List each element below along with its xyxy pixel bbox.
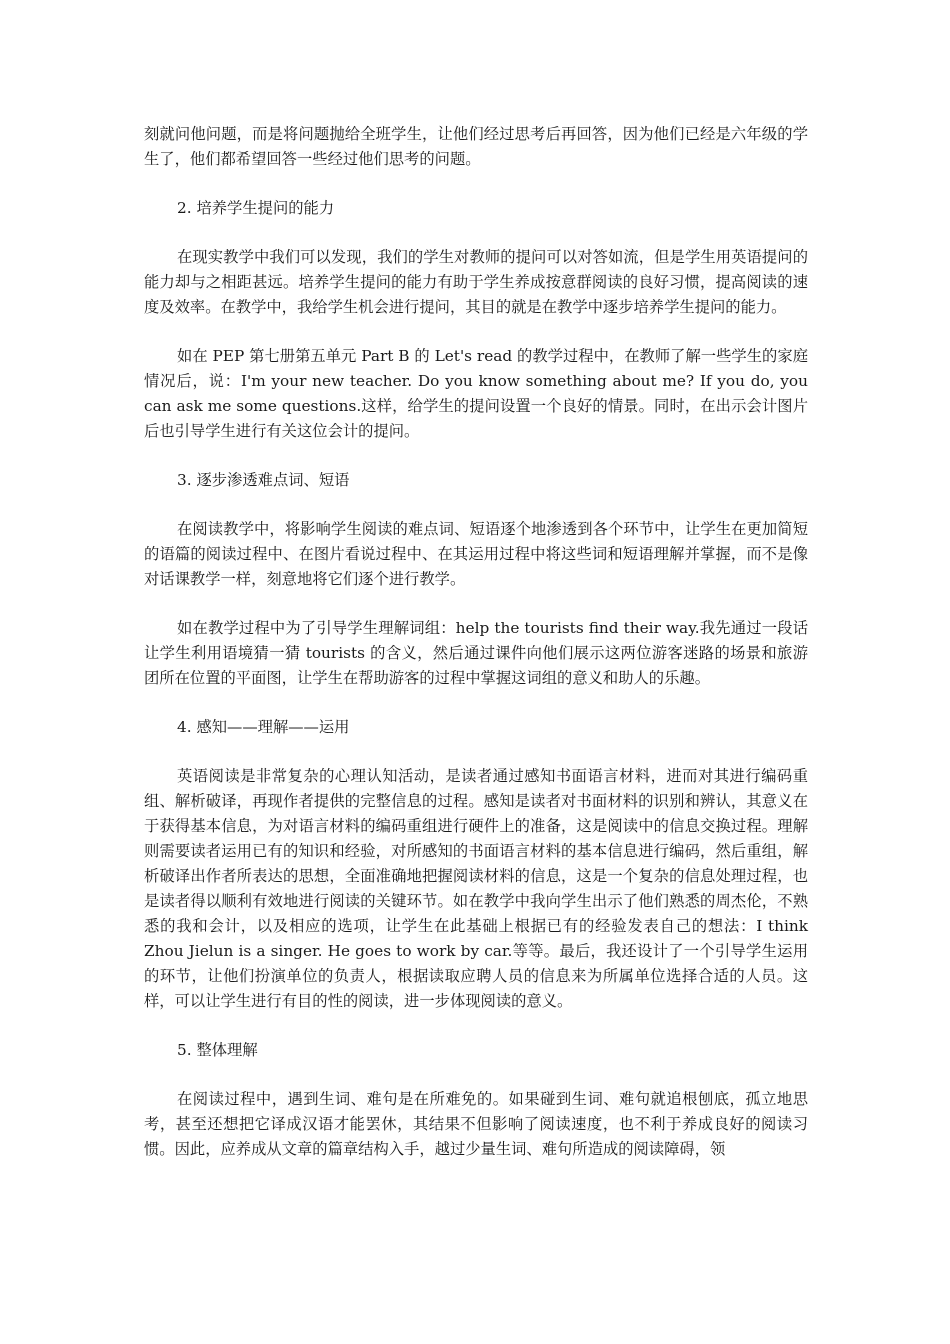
- paragraph: 英语阅读是非常复杂的心理认知活动，是读者通过感知书面语言材料，进而对其进行编码重组、解析破译，再现作者提供的完整信息的过程。感知是读者对书面材料的识别和辨认，其意义在于获得基本信息，为对语言材料的编码重组进行硬件上的准备，这是阅读中的信息交换过程。理解则需要读者运用已有的知识和经验，对所感知的书面语言材料的基本信息进行编码，然后重组，解析破译出作者所表达的思想，全面准确地把握阅读材料的信息，这是一个复杂的信息处理过程，也是读者得以顺利有效地进行阅读的关键环节。如在教学中我向学生出示了他们熟悉的周杰伦，不熟悉的我和会计，以及相应的选项，让学生在此基础上根据已有的经验发表自己的想法：I think Zhou Jielun is a singer. He goes to work by car.等等。最后，我还设计了一个引导学生运用的环节，让他们扮演单位的负责人，根据读取应聘人员的信息来为所属单位选择合适的人员。这样，可以让学生进行有目的性的阅读，进一步体现阅读的意义。: [144, 767, 808, 1010]
- paragraph-continued: 刻就问他问题，而是将问题抛给全班学生，让他们经过思考后再回答，因为他们已经是六年级的学生了，他们都希望回答一些经过他们思考的问题。: [144, 125, 808, 168]
- paragraph: 在阅读教学中，将影响学生阅读的难点词、短语逐个地渗透到各个环节中，让学生在更加简短的语篇的阅读过程中、在图片看说过程中、在其运用过程中将这些词和短语理解并掌握，而不是像对话课教学一样，刻意地将它们逐个进行教学。: [144, 520, 808, 588]
- paragraph: 在阅读过程中，遇到生词、难句是在所难免的。如果碰到生词、难句就追根刨底，孤立地思考，甚至还想把它译成汉语才能罢休，其结果不但影响了阅读速度，也不利于养成良好的阅读习惯。因此，应养成从文章的篇章结构入手，越过少量生词、难句所造成的阅读障碍，领: [144, 1090, 808, 1158]
- section-heading-2: 2. 培养学生提问的能力: [177, 199, 335, 217]
- section-heading-3: 3. 逐步渗透难点词、短语: [177, 471, 350, 489]
- section-heading-5: 5. 整体理解: [177, 1041, 258, 1059]
- section-heading-4: 4. 感知——理解——运用: [177, 718, 350, 736]
- paragraph: 在现实教学中我们可以发现，我们的学生对教师的提问可以对答如流，但是学生用英语提问的能力却与之相距甚远。培养学生提问的能力有助于学生养成按意群阅读的良好习惯，提高阅读的速度及效率。在教学中，我给学生机会进行提问，其目的就是在教学中逐步培养学生提问的能力。: [144, 248, 808, 316]
- document-body: [144, 122, 808, 1186]
- paragraph: 如在 PEP 第七册第五单元 Part B 的 Let's read 的教学过程中，在教师了解一些学生的家庭情况后，说：I'm your new teacher. Do you know something about me? If you do, you can ask me some questions.这样，给学生的提问设置一个良好的情景。同时，在出示会计图片后也引导学生进行有关这位会计的提问。: [144, 347, 808, 440]
- paragraph: 如在教学过程中为了引导学生理解词组：help the tourists find their way.我先通过一段话让学生利用语境猜一猜 tourists 的含义，然后通过课件向他们展示这两位游客迷路的场景和旅游团所在位置的平面图，让学生在帮助游客的过程中掌握这词组的意义和助人的乐趣。: [144, 619, 808, 687]
